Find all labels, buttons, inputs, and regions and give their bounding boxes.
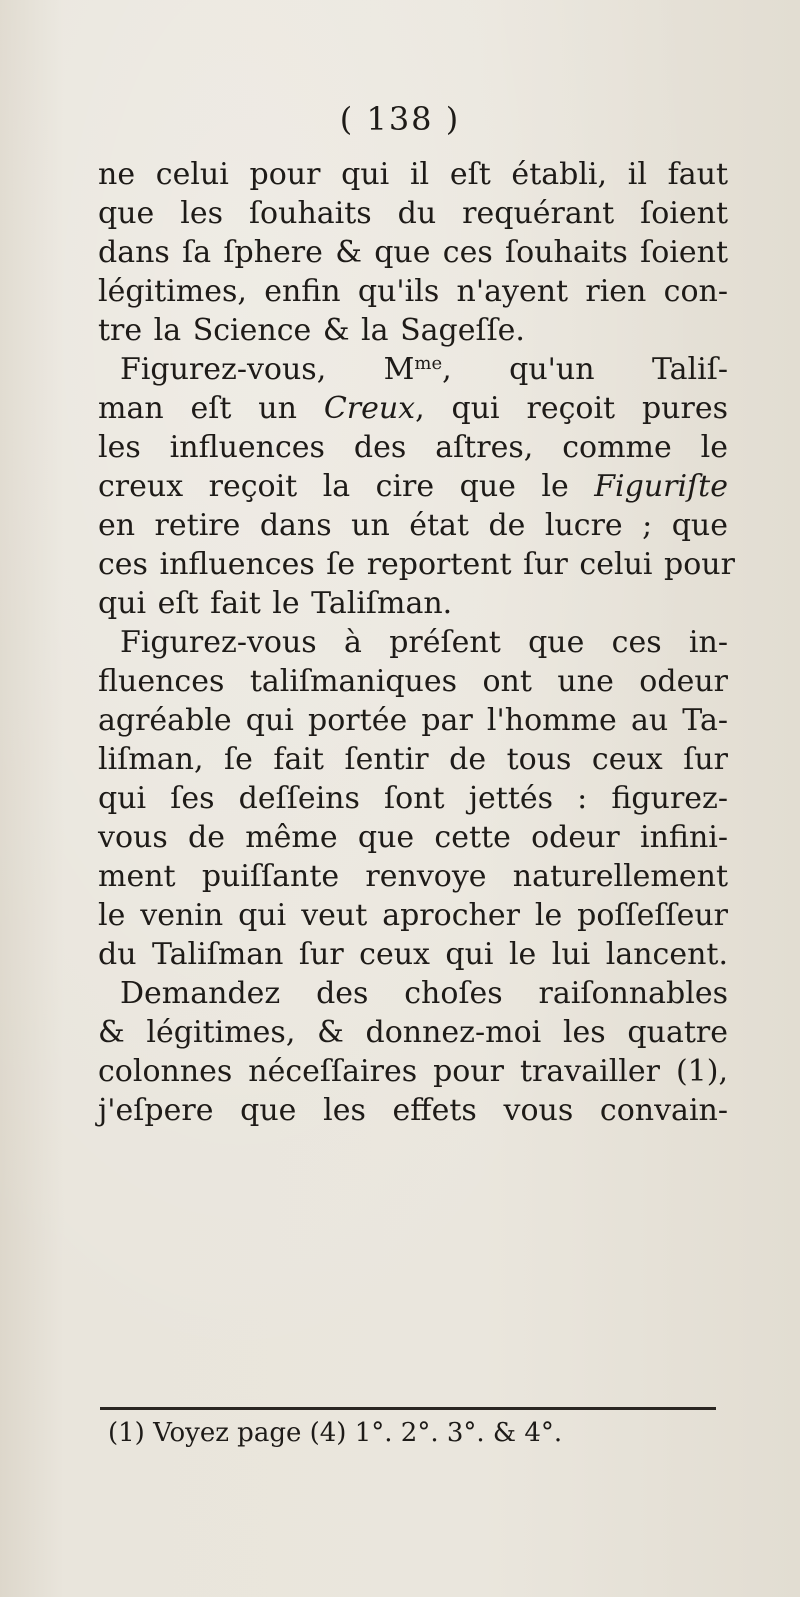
- text-line: colonnes néceſſaires pour travailler (1),: [98, 1054, 728, 1089]
- text-run: , qui reçoit pures: [415, 391, 728, 426]
- superscript: me: [414, 353, 443, 374]
- text-line: vous de même que cette odeur infini-: [98, 820, 728, 855]
- text-line: les influences des aſtres, comme le: [98, 430, 728, 465]
- text-run: man eſt un: [98, 391, 324, 426]
- text-run: , qu'un Taliſ-: [442, 352, 728, 387]
- text-run: Figurez-vous, M: [120, 352, 415, 387]
- italic-word: Creux: [323, 391, 416, 426]
- text-line: Figurez-vous à préſent que ces in-: [120, 625, 728, 660]
- text-line: [98, 350, 728, 389]
- italic-word: Figuriſte: [594, 469, 728, 504]
- text-run: creux reçoit la cire que le: [98, 469, 595, 504]
- text-line: agréable qui portée par l'homme au Ta-: [98, 703, 728, 738]
- page-number: ( 138 ): [339, 100, 461, 138]
- text-line: ces influences ſe reportent ſur celui pour: [98, 547, 735, 582]
- text-line: qui ſes deſſeins ſont jettés : figurez-: [98, 781, 728, 816]
- text-line: en retire dans un état de lucre ; que: [98, 508, 728, 543]
- text-line: liſman, ſe fait ſentir de tous ceux ſur: [98, 742, 728, 777]
- footnote: (1) Voyez page (4) 1°. 2°. 3°. & 4°.: [108, 1418, 563, 1448]
- text-line: Demandez des choſes raiſonnables: [120, 976, 728, 1011]
- text-line: [98, 467, 728, 506]
- text-line: du Taliſman ſur ceux qui le lui lancent.: [98, 937, 728, 972]
- body-text: [98, 155, 735, 1130]
- text-line: légitimes, enfin qu'ils n'ayent rien con-: [98, 274, 728, 309]
- text-line: tre la Science & la Sageſſe.: [98, 313, 525, 348]
- text-line: dans ſa ſphere & que ces ſouhaits ſoient: [98, 235, 728, 270]
- text-line: j'eſpere que les effets vous convain-: [98, 1093, 728, 1128]
- text-line: [98, 389, 728, 428]
- text-line: ne celui pour qui il eſt établi, il faut: [98, 157, 728, 192]
- footnote-rule: [100, 1407, 716, 1410]
- text-line: qui eſt fait le Taliſman.: [98, 586, 453, 621]
- text-line: le venin qui veut aprocher le poſſeſſeur: [98, 898, 728, 933]
- text-line: que les ſouhaits du requérant ſoient: [98, 196, 728, 231]
- text-line: fluences taliſmaniques ont une odeur: [98, 664, 728, 699]
- text-line: & légitimes, & donnez-moi les quatre: [98, 1015, 728, 1050]
- text-line: ment puiſſante renvoye naturellement: [98, 859, 728, 894]
